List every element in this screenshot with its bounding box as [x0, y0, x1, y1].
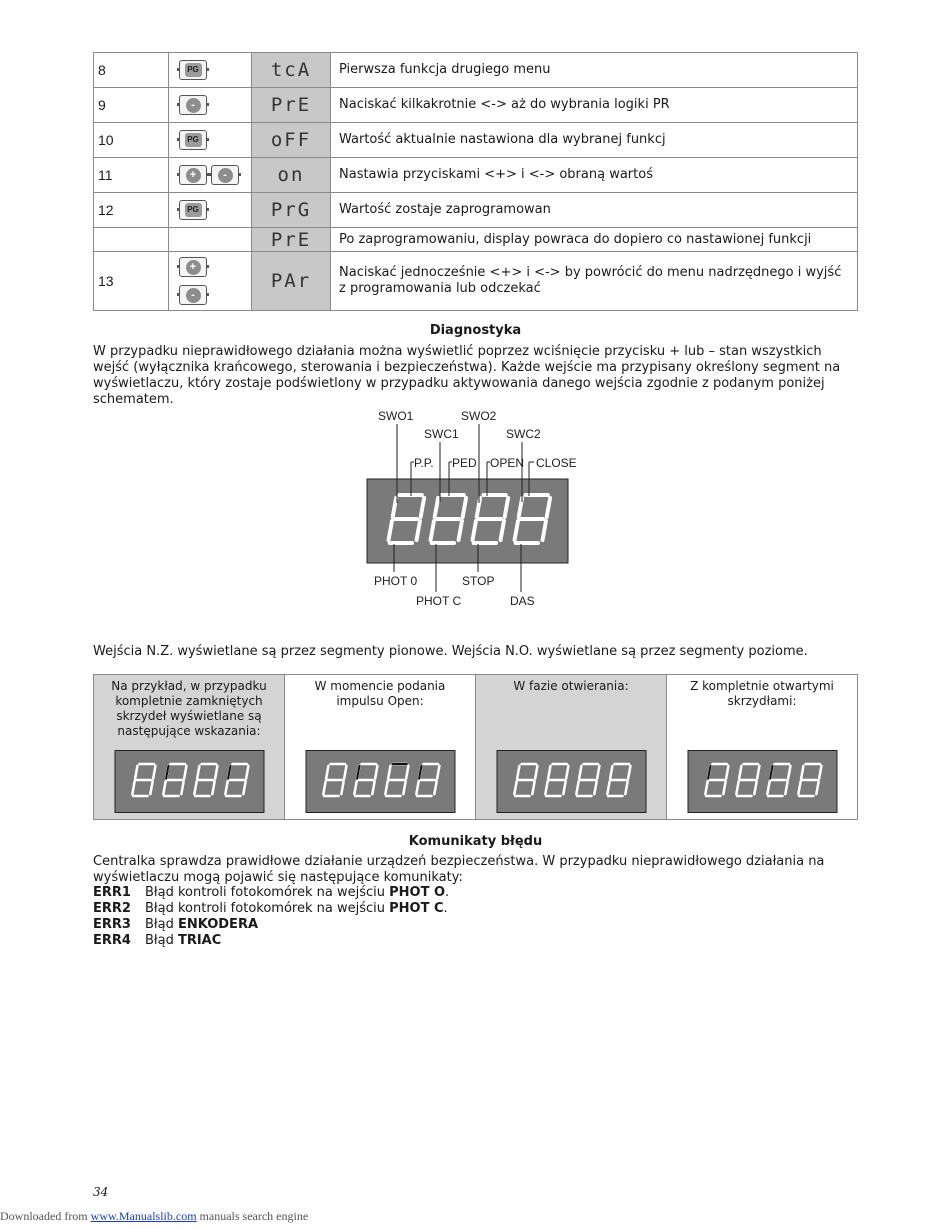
mini-display	[496, 750, 648, 814]
step-description: Po zaprogramowaniu, display powraca do dopiero co nastawionej funkcji	[331, 228, 858, 252]
input-label-swo1: SWO1	[378, 409, 414, 423]
errors-intro: Centralka sprawdza prawidłowe działanie urządzeń bezpieczeństwa. W przypadku nieprawidłowego działania na wyświetlaczu mogą pojawić się następujące komunikaty:	[93, 854, 825, 885]
display-code: PAr	[252, 252, 331, 311]
step-description: Nastawia przyciskami <+> i <-> obraną wartoś	[331, 158, 858, 193]
input-label-swc2: SWC2	[506, 427, 541, 441]
key-label: -	[186, 98, 201, 113]
input-label-swc1: SWC1	[424, 427, 459, 441]
error-text: Błąd kontroli fotokomórek na wejściu	[145, 885, 390, 900]
display-examples	[93, 674, 858, 820]
error-code: ERR1	[93, 885, 131, 900]
programming-steps-table	[93, 52, 858, 311]
display-code: PrE	[252, 228, 331, 252]
step-row	[94, 193, 858, 228]
key-label: PG	[185, 63, 202, 77]
error-end: .	[445, 885, 450, 900]
diagnostics-heading: Diagnostyka	[429, 323, 522, 338]
error-item	[93, 901, 449, 917]
step-row	[94, 123, 858, 158]
example-cell	[94, 675, 285, 819]
display-code: oFF	[252, 123, 331, 158]
example-cell	[476, 675, 667, 819]
error-text: Błąd	[145, 917, 178, 932]
step-row	[94, 158, 858, 193]
step-description: Wartość zostaje zaprogramowan	[331, 193, 858, 228]
step-number	[94, 228, 169, 252]
step-number: 8	[94, 53, 169, 88]
step-number: 10	[94, 123, 169, 158]
key-label: +	[186, 168, 201, 183]
mini-display	[114, 750, 266, 814]
step-description: Naciskać jednocześnie <+> i <-> by powrócić do menu nadrzędnego i wyjść z programowania lub odczekać	[331, 252, 858, 311]
mini-display	[305, 750, 457, 814]
error-code: ERR2	[93, 901, 131, 916]
step-description: Pierwsza funkcja drugiego menu	[331, 53, 858, 88]
step-row	[94, 252, 858, 311]
step-description: Naciskać kilkakrotnie <-> aż do wybrania logiki PR	[331, 88, 858, 123]
diagnostics-text: W przypadku nieprawidłowego działania można wyświetlić poprzez wciśnięcie przycisku + lub – stan wszystkich wejść (wyłącznika krańcowego, sterowania i bezpieczeństwa). Każde wejście ma przypisany określony segment na wyświetlaczu, który zostaje podświetlony w przypadku aktywowania danego wejścia zgodnie z podanym poniżej schematem.	[93, 344, 841, 407]
step-keys	[169, 123, 252, 158]
step-number: 12	[94, 193, 169, 228]
key-label: PG	[185, 133, 202, 147]
display-code: tcA	[252, 53, 331, 88]
input-label-stop: STOP	[462, 574, 495, 588]
segment-diagram	[360, 400, 590, 615]
errors-heading: Komunikaty błędu	[408, 834, 543, 849]
error-list	[93, 885, 449, 949]
mini-display-box	[688, 751, 837, 813]
step-number: 11	[94, 158, 169, 193]
display-code: on	[252, 158, 331, 193]
key-label: +	[186, 260, 201, 275]
example-caption: W momencie podania impulsu Open:	[314, 679, 446, 708]
error-subject: ENKODERA	[177, 917, 259, 932]
step-keys	[169, 193, 252, 228]
step-keys	[169, 88, 252, 123]
error-code: ERR4	[93, 933, 131, 948]
plus-key-icon	[179, 257, 207, 277]
step-description: Wartość aktualnie nastawiona dla wybranej funkcj	[331, 123, 858, 158]
step-row	[94, 88, 858, 123]
pg-key-icon	[179, 130, 207, 150]
input-label-phot0: PHOT 0	[374, 574, 418, 588]
step-keys	[169, 228, 252, 252]
display-code: PrG	[252, 193, 331, 228]
error-subject: PHOT O	[389, 885, 446, 900]
input-label-close: CLOSE	[536, 456, 577, 470]
input-label-ped: PED	[452, 456, 477, 470]
minus-key-icon	[179, 285, 207, 305]
step-keys	[169, 158, 252, 193]
page-number: 34	[93, 1185, 109, 1199]
error-end: .	[443, 901, 448, 916]
mini-display	[687, 750, 839, 814]
error-subject: TRIAC	[177, 933, 222, 948]
input-label-photc: PHOT C	[416, 594, 462, 608]
plus-key-icon	[179, 165, 207, 185]
error-item	[93, 917, 449, 933]
example-caption: Z kompletnie otwartymi skrzydłami:	[690, 679, 834, 708]
key-label: -	[218, 168, 233, 183]
mini-display-box	[306, 751, 455, 813]
step-row	[94, 53, 858, 88]
pg-key-icon	[179, 60, 207, 80]
pg-key-icon	[179, 200, 207, 220]
display-code: PrE	[252, 88, 331, 123]
example-cell	[667, 675, 857, 819]
footer-prefix: Downloaded from	[0, 1209, 91, 1223]
key-label: -	[186, 288, 201, 303]
example-cell	[285, 675, 476, 819]
error-text: Błąd	[145, 933, 178, 948]
input-label-das: DAS	[510, 594, 535, 608]
example-caption: W fazie otwierania:	[513, 679, 629, 693]
step-number: 9	[94, 88, 169, 123]
segments-note: Wejścia N.Z. wyświetlane są przez segmenty pionowe. Wejścia N.O. wyświetlane są przez segmenty poziome.	[93, 644, 808, 659]
error-text: Błąd kontroli fotokomórek na wejściu	[145, 901, 390, 916]
input-label-swo2: SWO2	[461, 409, 497, 423]
step-keys	[169, 252, 252, 311]
minus-key-icon	[211, 165, 239, 185]
input-label-open: OPEN	[490, 456, 525, 470]
error-subject: PHOT C	[389, 901, 444, 916]
step-keys	[169, 53, 252, 88]
manualslib-link[interactable]: www.Manualslib.com	[90, 1209, 197, 1223]
mini-display-box	[497, 751, 646, 813]
error-code: ERR3	[93, 917, 131, 932]
error-item	[93, 933, 449, 949]
minus-key-icon	[179, 95, 207, 115]
input-label-pp: P.P.	[414, 456, 434, 470]
error-item	[93, 885, 449, 901]
footer-suffix: manuals search engine	[196, 1209, 309, 1223]
example-caption: Na przykład, w przypadku kompletnie zamkniętych skrzydeł wyświetlane są następujące wskazania:	[111, 679, 267, 738]
key-label: PG	[185, 203, 202, 217]
download-footer	[0, 1209, 308, 1224]
mini-display-box	[115, 751, 264, 813]
step-number: 13	[94, 252, 169, 311]
step-row	[94, 228, 858, 252]
